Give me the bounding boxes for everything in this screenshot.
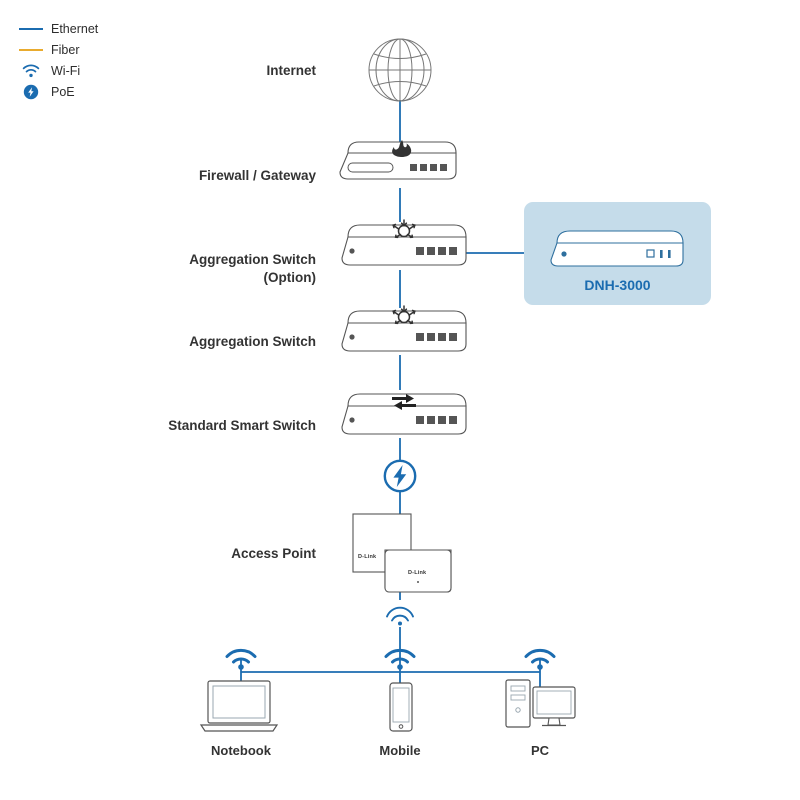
internet-globe-icon (365, 37, 435, 103)
client-label-mobile: Mobile (379, 743, 421, 758)
row-label-aggregation-switch: Aggregation Switch (189, 334, 316, 349)
legend-label-ethernet: Ethernet (51, 21, 99, 36)
legend-label-poe: PoE (51, 84, 75, 99)
legend-label-wifi: Wi-Fi (51, 63, 81, 78)
aggregation-switch-option-device (338, 219, 470, 273)
row-label-standard-smart-switch: Standard Smart Switch (168, 418, 316, 433)
access-point-device (348, 510, 458, 595)
firewall-gateway-device (338, 139, 466, 191)
row-label-line2: (Option) (263, 270, 316, 286)
row-label-internet: Internet (266, 63, 316, 78)
wifi-icon-notebook (224, 648, 258, 670)
wifi-broadcast-icon (385, 601, 415, 625)
dnh-3000-label: DNH-3000 (584, 277, 651, 293)
legend-label-fiber: Fiber (51, 42, 80, 57)
client-label-pc: PC (530, 743, 550, 758)
wifi-icon-pc (523, 648, 557, 670)
notebook-device-icon (199, 679, 285, 735)
aggregation-switch-device (338, 305, 470, 359)
access-point-brand-label-1: D-Link (358, 554, 377, 560)
row-label-firewall-gateway: Firewall / Gateway (198, 168, 316, 183)
row-label-line1: Aggregation Switch (189, 252, 316, 267)
access-point-brand-label-2: D-Link (408, 570, 427, 576)
client-label-notebook: Notebook (211, 743, 271, 758)
pc-device-icon (503, 677, 579, 733)
wifi-icon-mobile (383, 648, 417, 670)
mobile-device-icon (384, 681, 418, 735)
row-label-access-point: Access Point (231, 546, 316, 561)
standard-smart-switch-device (338, 388, 470, 442)
row-label-aggregation-switch-option (86, 251, 316, 287)
dnh-3000-device (547, 226, 689, 274)
poe-badge-icon (383, 459, 417, 493)
